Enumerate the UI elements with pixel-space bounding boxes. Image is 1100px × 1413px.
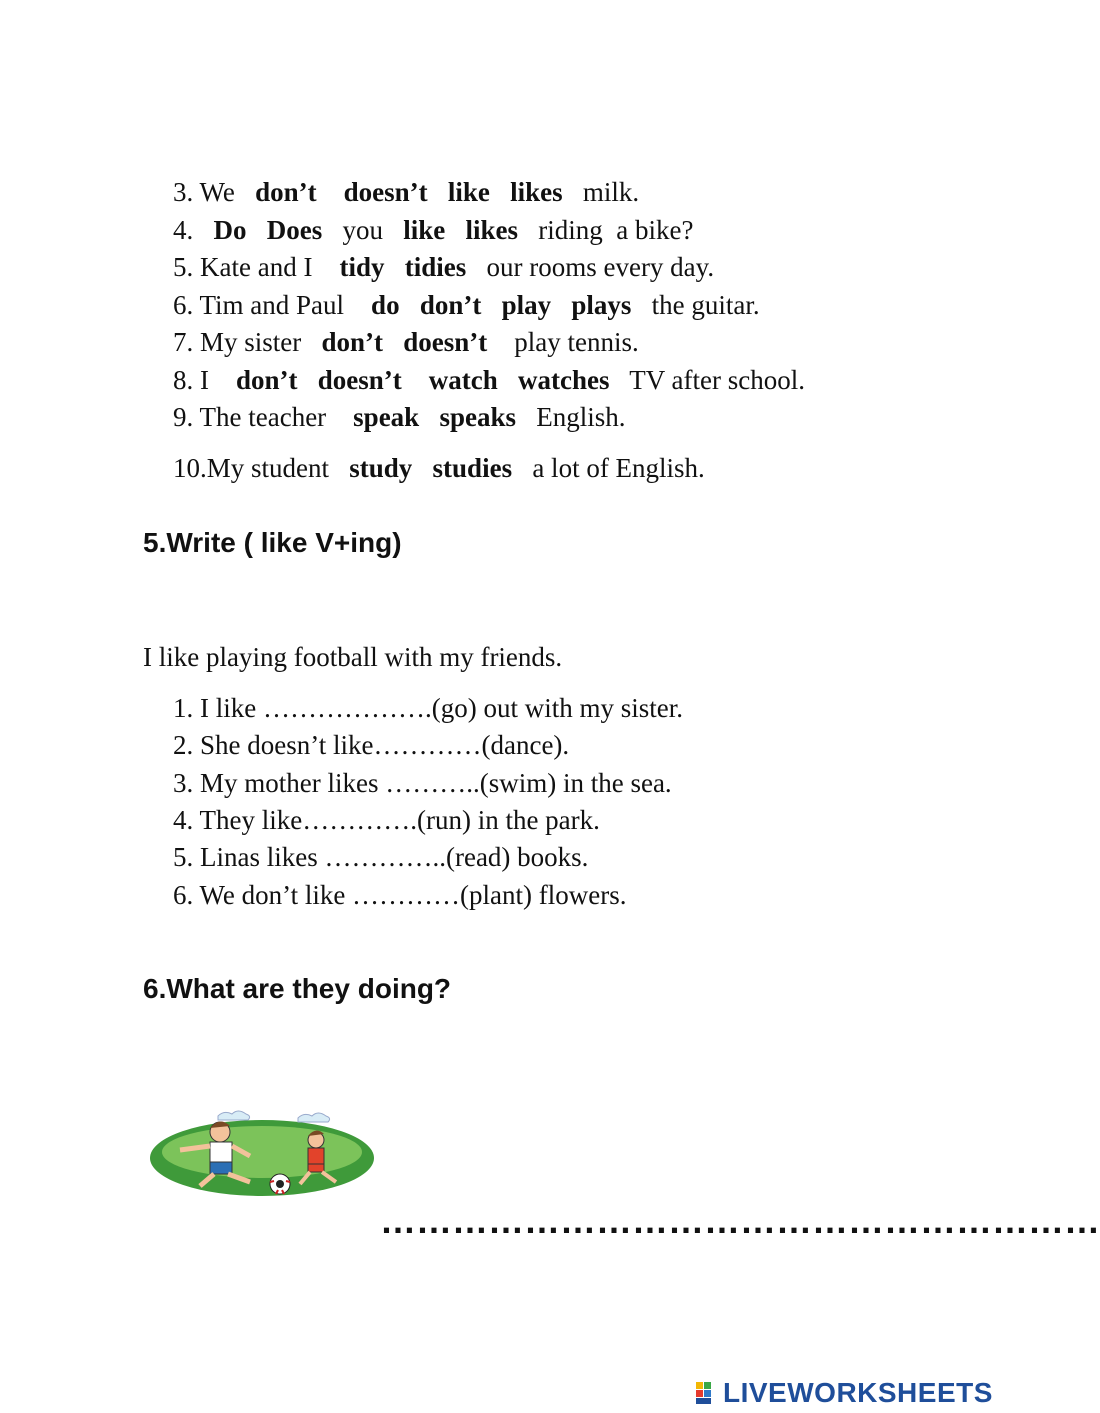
option-word[interactable]: tidies bbox=[404, 252, 467, 282]
fill-item[interactable]: 2. She doesn’t like…………(dance). bbox=[173, 730, 570, 760]
example-sentence: I like playing football with my friends. bbox=[143, 642, 563, 672]
option-word[interactable]: Do bbox=[213, 215, 247, 245]
option-word[interactable]: don’t bbox=[321, 327, 384, 357]
item-rest: English. bbox=[536, 402, 626, 432]
item-rest: a lot of English. bbox=[532, 453, 705, 483]
item-rest: riding a bike? bbox=[538, 215, 694, 245]
option-word[interactable]: studies bbox=[432, 453, 513, 483]
option-word[interactable]: like bbox=[403, 215, 446, 245]
option-word[interactable]: don’t bbox=[236, 365, 298, 395]
option-word[interactable]: play bbox=[501, 290, 552, 320]
option-word[interactable]: likes bbox=[510, 177, 563, 207]
option-word[interactable]: Does bbox=[266, 215, 323, 245]
option-word[interactable]: doesn’t bbox=[403, 327, 488, 357]
logo-text: LIVEWORKSHEETS bbox=[723, 1377, 993, 1408]
fill-item[interactable]: 5. Linas likes …………..(read) books. bbox=[173, 842, 589, 872]
item-rest: play tennis. bbox=[514, 327, 639, 357]
option-word[interactable]: plays bbox=[571, 290, 632, 320]
option-word[interactable]: watch bbox=[428, 365, 498, 395]
item-prefix: 10.My student bbox=[173, 453, 330, 483]
liveworksheets-logo-icon bbox=[695, 1380, 721, 1406]
option-word[interactable]: study bbox=[349, 453, 413, 483]
fill-item[interactable]: 3. My mother likes ………..(swim) in the sea. bbox=[173, 768, 672, 798]
option-word[interactable]: don’t bbox=[255, 177, 317, 207]
liveworksheets-logo bbox=[695, 1378, 993, 1408]
section-heading: 5.Write ( like V+ing) bbox=[143, 527, 402, 558]
item-prefix: 7. My sister bbox=[173, 327, 302, 357]
answer-blank[interactable]: …………………………………………………… bbox=[380, 1200, 1100, 1241]
item-prefix: 3. We bbox=[173, 177, 235, 207]
option-word[interactable]: speak bbox=[353, 402, 420, 432]
option-word[interactable]: tidy bbox=[339, 252, 385, 282]
item-prefix: 6. Tim and Paul bbox=[173, 290, 345, 320]
item-prefix: 5. Kate and I bbox=[173, 252, 313, 282]
item-mid: you bbox=[342, 215, 383, 245]
option-word[interactable]: likes bbox=[465, 215, 519, 245]
item-rest: milk. bbox=[582, 177, 640, 207]
item-prefix: 4. bbox=[173, 215, 194, 245]
option-word[interactable]: speaks bbox=[439, 402, 516, 432]
fill-item[interactable]: 1. I like ……………….(go) out with my sister. bbox=[173, 693, 683, 723]
fill-item[interactable]: 4. They like………….(run) in the park. bbox=[173, 805, 600, 835]
item-rest: TV after school. bbox=[629, 365, 805, 395]
option-word[interactable]: watches bbox=[518, 365, 610, 395]
option-word[interactable]: doesn’t bbox=[343, 177, 428, 207]
option-word[interactable]: don’t bbox=[419, 290, 482, 320]
option-word[interactable]: do bbox=[371, 290, 400, 320]
item-prefix: 8. I bbox=[173, 365, 209, 395]
item-rest: the guitar. bbox=[651, 290, 760, 320]
section-heading: 6.What are they doing? bbox=[143, 973, 452, 1004]
option-word[interactable]: like bbox=[447, 177, 490, 207]
item-prefix: 9. The teacher bbox=[173, 402, 327, 432]
children-playing-football-illustration bbox=[148, 1108, 376, 1200]
exercise-item bbox=[173, 420, 705, 484]
fill-item[interactable]: 6. We don’t like …………(plant) flowers. bbox=[173, 880, 627, 910]
item-rest: our rooms every day. bbox=[486, 252, 715, 282]
option-word[interactable]: doesn’t bbox=[317, 365, 402, 395]
